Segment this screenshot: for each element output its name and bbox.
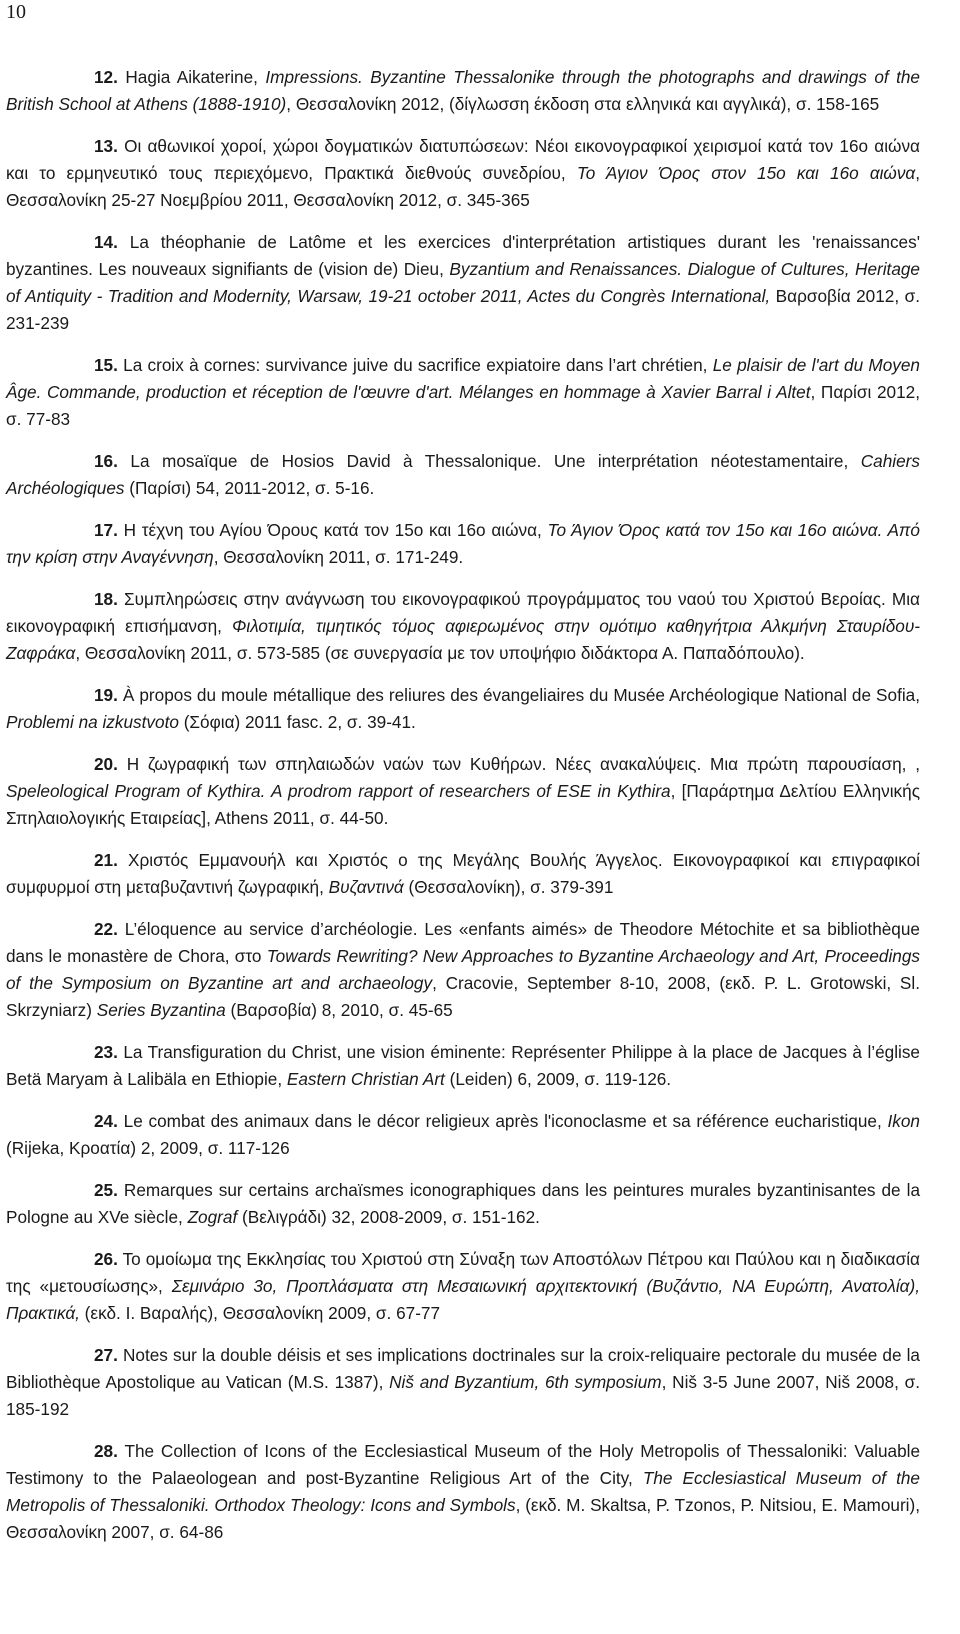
entry-italic-text: Zograf (187, 1207, 238, 1227)
bibliography-entry (6, 1438, 920, 1546)
bibliography-entry (6, 1342, 920, 1423)
entry-italic-text: Speleological Program of Kythira. A prodrom rapport of researchers of ESE in Kythira (6, 781, 671, 801)
entry-text: Le combat des animaux dans le décor religieux après l'iconoclasme et sa référence eucharistique, (117, 1111, 888, 1131)
entry-number: 13. (94, 136, 118, 156)
entry-text: (Βελιγράδι) 32, 2008-2009, σ. 151-162. (237, 1207, 540, 1227)
entry-text: , (εκδ. M. Skaltsa, P. Tzonos, P. Nitsiou, E. Mamouri), Θεσσαλονίκη 2007, σ. 64-86 (6, 1495, 920, 1542)
entry-text: , Niš 3-5 June 2007, Niš 2008, σ. 185-192 (6, 1372, 921, 1419)
entry-text: Χριστός Εμμανουήλ και Χριστός ο της Μεγάλης Βουλής Άγγελος. Εικονογραφικοί και επιγραφικοί συμφυρμοί στη μεταβυζαντινή ζωγραφική, (6, 850, 920, 897)
bibliography-entry (6, 448, 920, 502)
entry-italic-text: Byzantine Thessalonike through the photographs and drawings of the British School at Athens (1888-1910) (6, 67, 920, 114)
entry-text: , Θεσσαλονίκη 2011, σ. 171-249. (213, 547, 464, 567)
bibliography-entry (6, 916, 920, 1024)
entry-italic-text: Le plaisir de l'art du Moyen Âge. Commande, production et réception de l'œuvre d'art. Mélanges en hommage à Xavier Barral i Altet (6, 355, 920, 402)
entry-text: , [Παράρτημα Δελτίου Ελληνικής Σπηλαιολογικής Εταιρείας], Athens 2011, σ. 44-50. (6, 781, 920, 828)
entry-number: 25. (94, 1180, 118, 1200)
entry-italic-text: Cahiers Archéologiques (6, 451, 920, 498)
entry-text: , Θεσσαλονίκη 25-27 Νοεμβρίου 2011, Θεσσαλονίκη 2012, σ. 345-365 (6, 163, 920, 210)
bibliography-entry (6, 751, 920, 832)
entry-italic-text: Impressions. (265, 67, 363, 87)
entry-text: The Collection of Icons of the Ecclesiastical Museum of the Holy Metropolis of Thessaloniki: Valuable Testimony to the Palaeologean and post-Byzantine Religious Art of the City, (6, 1441, 920, 1488)
bibliography-entry (6, 1246, 920, 1327)
bibliography-entry (6, 64, 920, 118)
entry-italic-text: Φιλοτιμία, τιμητικός τόμος αφιερωμένος στην ομότιμο καθηγήτρια Αλκμήνη Σταυρίδου-Ζαφράκα (6, 616, 920, 663)
entry-italic-text: Βυζαντινά (328, 877, 404, 897)
bibliography-entry (6, 133, 920, 214)
entry-text: À propos du moule métallique des reliures des évangeliaires du Musée Archéologique National de Sofia, (117, 685, 920, 705)
entry-number: 22. (94, 919, 118, 939)
entry-italic-text: Series Byzantina (96, 1000, 226, 1020)
entry-number: 24. (94, 1111, 118, 1131)
entry-text: La théophanie de Latôme et les exercices d'interprétation artistiques durant les 'renaissances' byzantines. Les nouveaux signifiants de (vision de) Dieu, (6, 232, 920, 279)
bibliography-entry (6, 586, 920, 667)
bibliography-list (6, 64, 920, 1561)
entry-number: 16. (94, 451, 118, 471)
entry-number: 21. (94, 850, 118, 870)
bibliography-entry (6, 682, 920, 736)
entry-number: 26. (94, 1249, 118, 1269)
bibliography-entry (6, 517, 920, 571)
entry-italic-text: Byzantium and Renaissances. Dialogue of Cultures, Heritage of Antiquity - Tradition and Modernity, Warsaw, 19-21 october 2011, Actes du Congrès International, (6, 259, 920, 306)
entry-italic-text: Eastern Christian Art (286, 1069, 445, 1089)
bibliography-entry (6, 229, 920, 337)
entry-text: L’éloquence au service d’archéologie. Les «enfants aimés» de Theodore Métochite et sa bibliothèque dans le monastère de Chora, στο (6, 919, 920, 966)
entry-text: Οι αθωνικοί χοροί, χώροι δογματικών διατυπώσεων: Νέοι εικονογραφικοί χειρισμοί κατά τον 16ο αιώνα και το ερμηνευτικό τους περιεχόμενο, Πρακτικά διεθνούς συνεδρίου, (6, 136, 920, 183)
entry-italic-text: Το Άγιον Όρος στον 15ο και 16ο αιώνα (576, 163, 916, 183)
entry-text: (Rijeka, Κροατία) 2, 2009, σ. 117-126 (6, 1138, 290, 1158)
entry-italic-text: Problemi na izkustvoto (6, 712, 179, 732)
entry-italic-text: Niš and Byzantium, 6th symposium (389, 1372, 662, 1392)
entry-text: (Leiden) 6, 2009, σ. 119-126. (444, 1069, 672, 1089)
bibliography-entry (6, 847, 920, 901)
entry-italic-text: Το Άγιον Όρος κατά τον 15ο και 16ο αιώνα. Από την κρίση στην Αναγέννηση (6, 520, 920, 567)
entry-text: Hagia Aikaterine, (117, 67, 266, 87)
entry-text: (Παρίσι) 54, 2011-2012, σ. 5-16. (124, 478, 375, 498)
entry-number: 12. (94, 67, 118, 87)
entry-text: (Θεσσαλονίκη), σ. 379-391 (403, 877, 614, 897)
entry-text: (εκδ. Ι. Βαραλής), Θεσσαλονίκη 2009, σ. 67-77 (79, 1303, 441, 1323)
entry-number: 18. (94, 589, 118, 609)
entry-number: 14. (94, 232, 118, 252)
entry-text: Συμπληρώσεις στην ανάγνωση του εικονογραφικού προγράμματος του ναού του Χριστού Βεροίας. Μια εικονογραφική επισήμανση, (6, 589, 920, 636)
entry-italic-text: Ikon (887, 1111, 920, 1131)
entry-number: 28. (94, 1441, 118, 1461)
entry-text: Notes sur la double déisis et ses implications doctrinales sur la croix-reliquaire pectorale du musée de la Bibliothèque Apostolique au Vatican (M.S. 1387), (6, 1345, 920, 1392)
entry-text: , Θεσσαλονίκη 2012, (δίγλωσση έκδοση στα ελληνικά και αγγλικά), σ. 158-165 (286, 94, 880, 114)
entry-text: , Θεσσαλονίκη 2011, σ. 573-585 (σε συνεργασία με τον υποψήφιο διδάκτορα Α. Παπαδόπουλο). (75, 643, 805, 663)
entry-text: Remarques sur certains archaïsmes iconographiques dans les peintures murales byzantinisantes de la Pologne au XVe siècle, (6, 1180, 920, 1227)
entry-text: La mosaïque de Hosios David à Thessalonique. Une interprétation néotestamentaire, (117, 451, 861, 471)
entry-text: La Transfiguration du Christ, une vision éminente: Représenter Philippe à la place de Jacques à l’église Betä Maryam à Lalibäla en Ethiopie, (6, 1042, 920, 1089)
entry-text: (Σόφια) 2011 fasc. 2, σ. 39-41. (178, 712, 416, 732)
entry-number: 20. (94, 754, 118, 774)
entry-text: , Παρίσι 2012, σ. 77-83 (6, 382, 920, 429)
entry-number: 23. (94, 1042, 118, 1062)
entry-text: (Βαρσοβία) 8, 2010, σ. 45-65 (225, 1000, 453, 1020)
entry-italic-text: Σεμινάριο 3ο, Προπλάσματα στη Μεσαιωνική αρχιτεκτονική (Βυζάντιο, ΝΑ Ευρώπη, Ανατολία), Πρακτικά, (6, 1276, 920, 1323)
bibliography-entry (6, 1108, 920, 1162)
bibliography-entry (6, 1039, 920, 1093)
entry-number: 19. (94, 685, 118, 705)
entry-italic-text: The Ecclesiastical Museum of the Metropolis of Thessaloniki. Orthodox Theology: Icons and Symbols (6, 1468, 920, 1515)
entry-number: 15. (94, 355, 118, 375)
bibliography-entry (6, 1177, 920, 1231)
entry-text: Το ομοίωμα της Εκκλησίας του Χριστού στη Σύναξη των Αποστόλων Πέτρου και Παύλου και η διαδικασία της «μετουσίωσης», (6, 1249, 920, 1296)
bibliography-entry (6, 352, 920, 433)
entry-text: , Cracovie, September 8-10, 2008, (εκδ. P. L. Grotowski, Sl. Skrzyniarz) (6, 973, 920, 1020)
page-number: 10 (6, 1, 26, 23)
entry-italic-text: Towards Rewriting? New Approaches to Byzantine Archaeology and Art, Proceedings of the Symposium on Byzantine art and archaeology (6, 946, 920, 993)
entry-number: 17. (94, 520, 118, 540)
entry-text: Η ζωγραφική των σπηλαιωδών ναών των Κυθήρων. Νέες ανακαλύψεις. Μια πρώτη παρουσίαση, , (117, 754, 920, 774)
entry-text: Βαρσοβία 2012, σ. 231-239 (6, 286, 920, 333)
entry-text: La croix à cornes: survivance juive du sacrifice expiatoire dans l’art chrétien, (117, 355, 713, 375)
entry-number: 27. (94, 1345, 118, 1365)
entry-text: Η τέχνη του Αγίου Όρους κατά τον 15ο και 16ο αιώνα, (117, 520, 548, 540)
